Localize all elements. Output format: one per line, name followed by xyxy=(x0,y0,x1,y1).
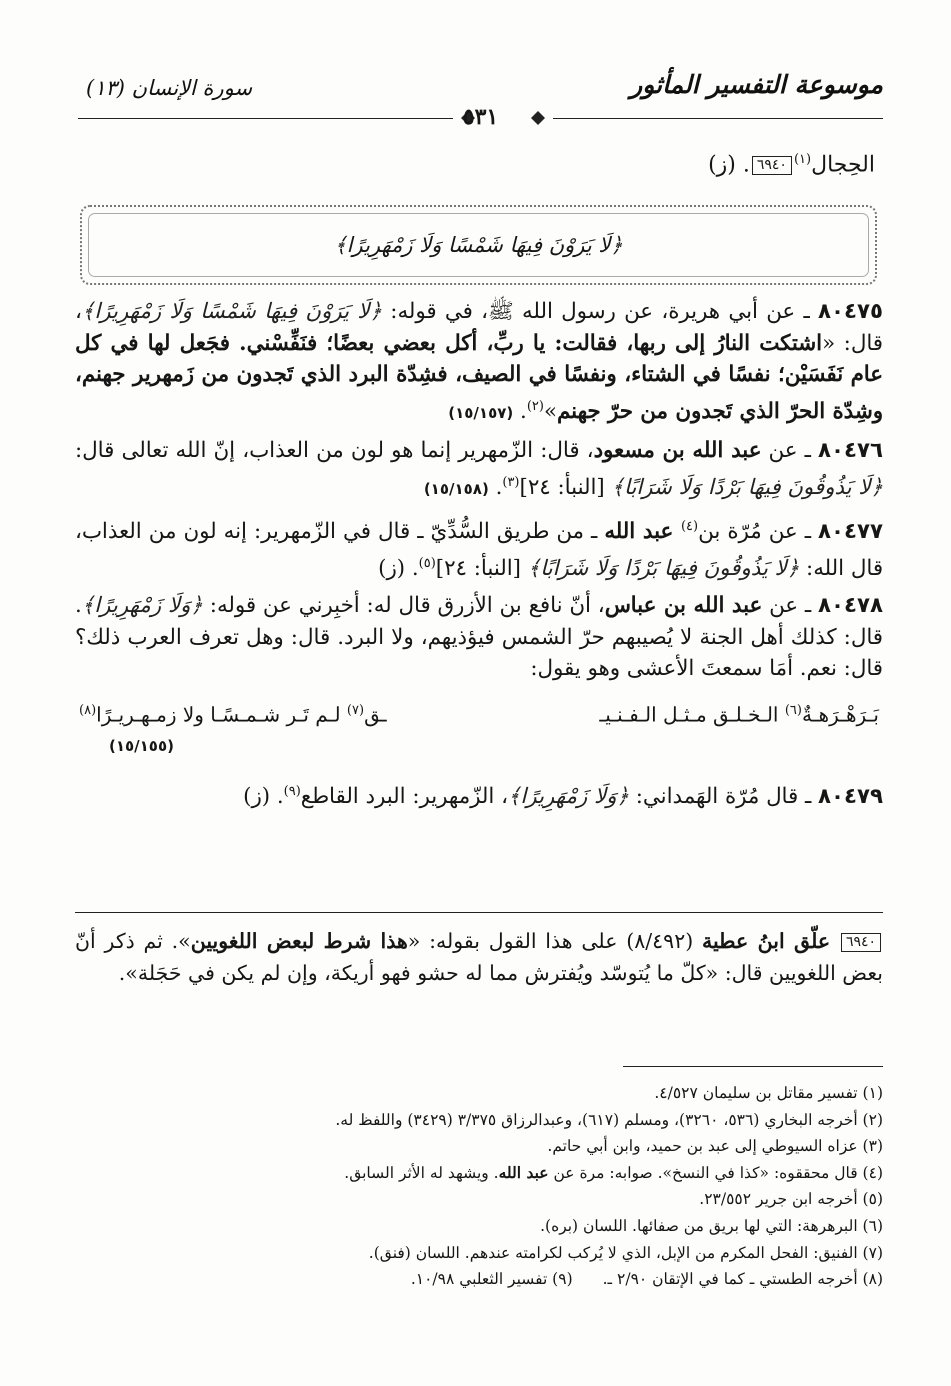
footnote-ref: (٥) xyxy=(418,555,436,571)
entry-number: ٨٠٤٧٥ xyxy=(818,299,883,324)
footnote-1: (١) تفسير مقاتل بن سليمان ٤/٥٢٧. xyxy=(654,1084,883,1102)
poem-text: لـم تَـر شـمـسًـا ولا زمـهـريـرًا xyxy=(96,702,347,727)
entry-text: ـ عن xyxy=(762,593,818,619)
commentary-separator xyxy=(75,912,883,913)
poem-hemistich-2 xyxy=(79,695,387,731)
entry-text: ، قال: الزّمهرير إنما هو لون من العذاب، إنّ الله تعالى قال: xyxy=(75,438,594,464)
footnote-8-9 xyxy=(75,1266,883,1293)
poem-hemistich-1 xyxy=(599,695,879,731)
footnote-6: (٦) البرهرهة: التي لها بريق من صفائها. اللسان (بره). xyxy=(540,1216,883,1235)
footnote-3: (٣) عزاه السيوطي إلى عبد بن حميد، وابن أبي حاتم. xyxy=(547,1137,883,1156)
surah-title: سورة الإنسان (١٣) xyxy=(86,76,253,100)
entry-text: ـ من طريق السُّدِّيّ ـ قال في الزّمهرير: إنه لون من العذاب، قال الله: xyxy=(75,519,883,581)
footnote-2: (٢) أخرجه البخاري (٥٣٦، ٣٢٦٠)، ومسلم (٦١٧)، وعبدالرزاق ٣/٣٧٥ (٣٤٢٩) واللفظ له. xyxy=(335,1110,883,1129)
verse-heading: ﴿لَا يَرَوْنَ فِيهَا شَمْسًا وَلَا زَمْهَرِيرًا﴾ xyxy=(88,213,869,277)
narrator-name: عبد الله بن عباس xyxy=(604,593,763,619)
commentary-text xyxy=(830,929,839,953)
footnote-5: (٥) أخرجه ابن جرير ٢٣/٥٥٢. xyxy=(699,1190,883,1209)
footnote-ref: (٣) xyxy=(502,474,520,490)
book-title: موسوعة التفسير المأثور xyxy=(630,70,883,99)
entry-text: . xyxy=(520,398,527,424)
continuation-end: . (ز) xyxy=(708,152,750,178)
footnotes xyxy=(75,1080,883,1293)
entry-text: . (ز) xyxy=(243,784,284,810)
entry-80478 xyxy=(75,590,883,685)
entry-text: ، الزّمهرير: البرد القاطع xyxy=(300,784,508,810)
footnote-ref: (٢) xyxy=(526,398,544,414)
hadith-text: اشتكت النارُ إلى ربها، فقالت: يا ربِّ، أكل بعضي بعضًا؛ فنَفِّسْني. فجَعل لها في كل عام نَفَسَيْن؛ نفسًا في الشتاء، ونفسًا في الصيف، فشِدّة البرد الذي تَجدون من زَمهرير جهنم، وشِدّة الحرّ الذي تَجدون من حرّ جهنم xyxy=(75,330,883,424)
page-number: ٥٣١ xyxy=(462,104,499,130)
quran-quote: ﴿لَا يَذُوقُونَ فِيهَا بَرْدًا وَلَا شَرَابًا﴾ xyxy=(527,555,800,581)
commentary-ref-box: ٦٩٤٠ xyxy=(752,156,792,175)
commentary-text: (٨/٤٩٢) على هذا القول بقوله: « xyxy=(407,929,702,953)
entry-80475 xyxy=(75,296,883,429)
poem-text: ـق xyxy=(364,702,387,727)
narrations xyxy=(75,296,883,819)
continuation-line xyxy=(708,152,875,177)
footnote-ref: (٩) xyxy=(283,784,301,800)
entry-text: ـ عن xyxy=(761,438,819,464)
volume-cite: (١٥/١٥٨) xyxy=(423,479,489,498)
commentary-note xyxy=(75,925,883,989)
entry-number: ٨٠٤٧٦ xyxy=(818,438,884,464)
volume-cite: (١٥/١٥٥) xyxy=(109,736,174,755)
entry-text: ـ عن أبي هريرة، عن رسول الله ﷺ، في قوله: xyxy=(381,299,818,324)
footnote-text: . ويشهد له الأثر السابق. xyxy=(344,1163,499,1182)
footnote-ref: (٨) xyxy=(79,702,97,718)
quran-quote: ﴿لَا يَرَوْنَ فِيهَا شَمْسًا وَلَا زَمْهَرِيرًا﴾ xyxy=(81,299,382,324)
footnote-9: (٩) تفسير الثعلبي ١٠/٩٨. xyxy=(410,1270,573,1289)
entry-80476 xyxy=(75,435,883,505)
footnote-ref: (٦) xyxy=(784,702,802,718)
entry-text: ، أنّ نافع بن الأزرق قال له: أخبِرني عن قوله: xyxy=(202,593,605,619)
running-head xyxy=(78,62,883,132)
entry-text: ـ عن مُرّة بن xyxy=(698,519,818,545)
quran-quote: ﴿لَا يَذُوقُونَ فِيهَا بَرْدًا وَلَا شَرَابًا﴾ xyxy=(611,474,883,500)
continuation-text: الحِجال xyxy=(811,152,875,178)
entry-80477 xyxy=(75,511,883,584)
volume-cite: (١٥/١٥٧) xyxy=(448,403,514,422)
commentator-name: علّق ابنُ عطية xyxy=(702,929,831,953)
quran-quote: ﴿وَلَا زَمْهَرِيرًا﴾ xyxy=(507,784,629,810)
footnote-ref: (٧) xyxy=(346,702,365,718)
footnote-4 xyxy=(75,1160,883,1187)
footnote-separator xyxy=(623,1066,883,1067)
footnote-7: (٧) الفنيق: الفحل المكرم من الإبل، الذي لا يُركب لكرامته عندهم. اللسان (فنق). xyxy=(368,1243,883,1262)
narrator-name: عبد الله بن مسعود xyxy=(593,438,762,464)
entry-number: ٨٠٤٧٩ xyxy=(818,784,883,810)
entry-number: ٨٠٤٧٧ xyxy=(818,519,883,545)
verse-ref: [النبأ: ٢٤] xyxy=(519,474,612,500)
poem-verse xyxy=(75,691,883,731)
entry-text: ـ قال مُرّة الهَمداني: xyxy=(628,784,818,810)
entry-80479 xyxy=(75,776,883,813)
footnote-ref: (٤) xyxy=(680,519,699,535)
quran-quote: ﴿وَلَا زَمْهَرِيرًا﴾ xyxy=(81,593,203,619)
footnote-8: (٨) أخرجه الطستي ـ كما في الإتقان ٢/٩٠ ـ. xyxy=(602,1270,883,1289)
poem-word: بَـرَهْـرَهـةٌ xyxy=(801,702,879,727)
footnote-text: (٤) قال محققوه: «كذا في النسخ». صوابه: مرة عن xyxy=(548,1163,883,1182)
narrator-name: عبد الله xyxy=(604,519,681,545)
entry-text: » xyxy=(543,398,557,424)
poem-text: الـخـلـق مـثـل الـفـنـيـ xyxy=(599,702,785,727)
entry-text: . xyxy=(495,474,503,500)
commentary-quote: هذا شرط لبعض اللغويين xyxy=(190,929,408,953)
entry-text: . قال: كذلك أهل الجنة لا يُصيبهم حرّ الشمس فيؤذيهم، ولا البرد. قال: وهل تعرف العرب ذلك؟ قال: نعم. أمَا سمعتَ الأعشى وهو يقول: xyxy=(75,593,883,682)
verse-heading-frame xyxy=(80,205,877,285)
entry-number: ٨٠٤٧٨ xyxy=(818,593,883,619)
verse-ref: [النبأ: ٢٤] xyxy=(435,555,528,581)
entry-text: ، قال: « xyxy=(75,299,883,356)
entry-text: . (ز) xyxy=(378,555,419,581)
commentary-text: ». ثم ذكر أنّ بعض اللغويين قال: «كلّ ما يُتوسّد ويُفترش مما له حشو فهو أريكة، وإن لم يكن في حَجَلة». xyxy=(75,929,883,985)
commentary-ref-box: ٦٩٤٠ xyxy=(841,933,881,952)
footnote-name: عبد الله xyxy=(498,1162,549,1182)
footnote-ref: (١) xyxy=(793,152,812,167)
